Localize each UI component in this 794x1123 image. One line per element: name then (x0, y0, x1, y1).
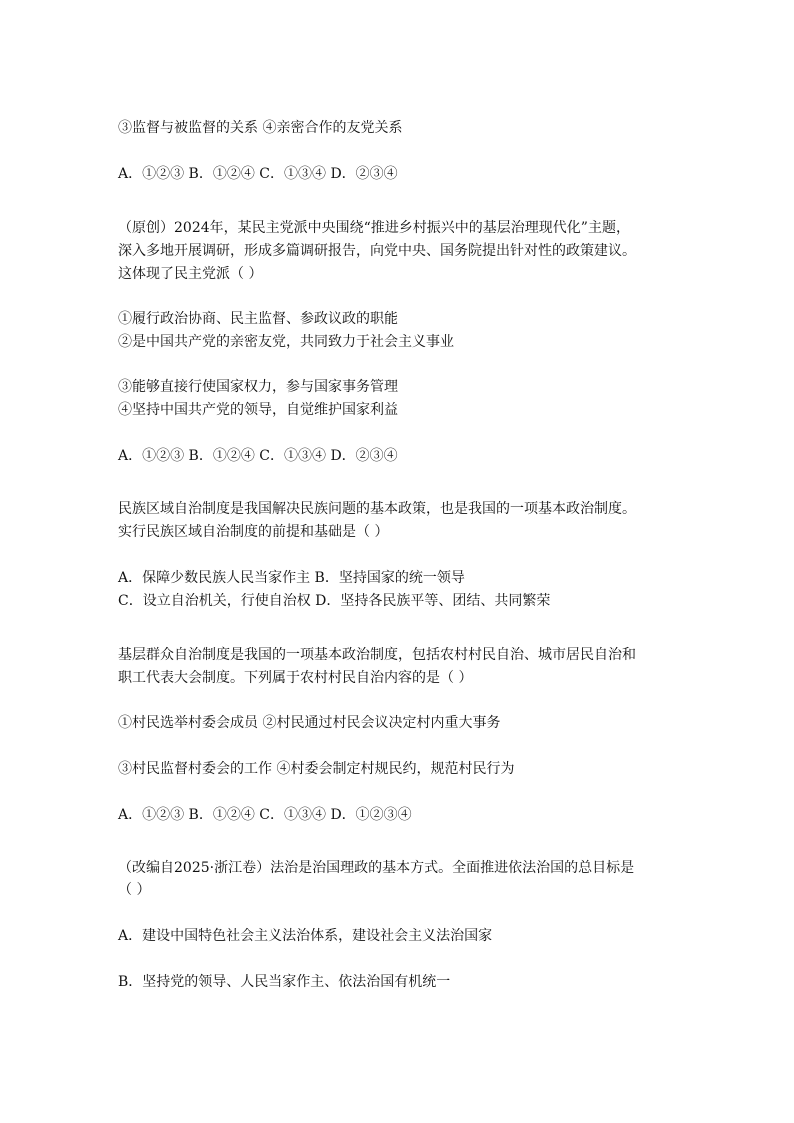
question-text: 基层群众自治制度是我国的一项基本政治制度，包括农村村民自治、城市居民自治和 (118, 647, 636, 663)
question-text: （改编自2025·浙江卷）法治是治国理政的基本方式。全面推进依法治国的总目标是 (118, 860, 635, 876)
statement-item: ①村民选举村委会成员 ②村民通过村民会议决定村内重大事务 (118, 715, 501, 731)
question-text: 这体现了民主党派（ ） (118, 266, 263, 282)
answer-options: A．①②③ B．①②④ C．①③④ D．②③④ (118, 448, 398, 464)
statement-item: ④坚持中国共产党的领导，自觉维护国家利益 (118, 402, 398, 418)
question-text: 深入多地开展调研，形成多篇调研报告，向党中央、国务院提出针对性的政策建议。 (118, 243, 636, 259)
answer-options: A．①②③ B．①②④ C．①③④ D．②③④ (118, 166, 398, 182)
answer-options: A．保障少数民族人民当家作主 B．坚持国家的统一领导 (118, 570, 465, 586)
text-line: ③监督与被监督的关系 ④亲密合作的友党关系 (118, 120, 403, 136)
answer-options: C．设立自治机关，行使自治权 D．坚持各民族平等、团结、共同繁荣 (118, 593, 551, 609)
answer-option-a: A．建设中国特色社会主义法治体系，建设社会主义法治国家 (118, 928, 493, 944)
question-text: 实行民族区域自治制度的前提和基础是（ ） (118, 524, 389, 540)
question-text: （ ） (118, 882, 151, 898)
statement-item: ③能够直接行使国家权力，参与国家事务管理 (118, 379, 398, 395)
statement-item: ①履行政治协商、民主监督、参政议政的职能 (118, 311, 398, 327)
statement-item: ②是中国共产党的亲密友党，共同致力于社会主义事业 (118, 334, 454, 350)
question-text: 民族区域自治制度是我国解决民族问题的基本政策，也是我国的一项基本政治制度。 (118, 501, 636, 517)
question-text: （原创）2024年，某民主党派中央围绕“推进乡村振兴中的基层治理现代化”主题， (118, 220, 630, 236)
question-text: 职工代表大会制度。下列属于农村村民自治内容的是（ ） (118, 670, 473, 686)
answer-options: A．①②③ B．①②④ C．①③④ D．①②③④ (118, 807, 412, 823)
answer-option-b: B．坚持党的领导、人民当家作主、依法治国有机统一 (118, 974, 451, 990)
statement-item: ③村民监督村委会的工作 ④村委会制定村规民约，规范村民行为 (118, 761, 515, 777)
